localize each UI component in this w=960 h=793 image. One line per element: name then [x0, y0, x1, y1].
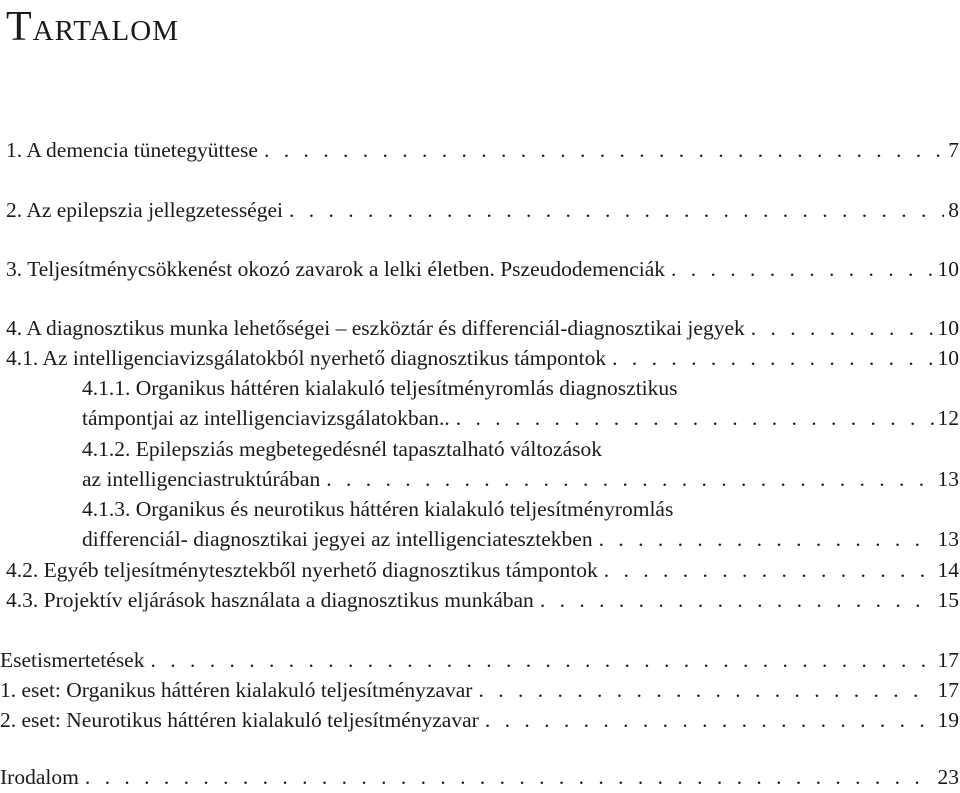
dot-leader — [540, 590, 934, 612]
dot-leader — [150, 650, 933, 672]
toc-entry-title: 2. Az epilepszia jellegzetességei — [6, 198, 283, 222]
toc-entry-page: 19 — [937, 708, 959, 732]
toc-entry-title: 2. eset: Neurotikus háttéren kialakuló teljesítményzavar — [0, 708, 479, 732]
page-title: Tartalom — [6, 4, 179, 50]
toc-entry-title: 4.2. Egyéb teljesítménytesztekből nyerhető diagnosztikus támpontok — [6, 558, 598, 582]
toc-entry-page: 8 — [948, 198, 959, 222]
toc-entry[interactable] — [0, 529, 959, 551]
dot-leader — [478, 680, 933, 702]
dot-leader — [289, 200, 944, 222]
toc-entry-title: Irodalom — [0, 765, 79, 789]
toc-entry[interactable] — [0, 259, 959, 281]
toc-entry[interactable] — [0, 560, 959, 582]
toc-entry-page: 10 — [937, 257, 959, 281]
toc-entry-title: Esetismertetések — [0, 648, 145, 672]
toc-entry[interactable] — [0, 408, 959, 430]
dot-leader — [326, 469, 933, 491]
toc-entry-page: 13 — [937, 467, 959, 491]
toc-entry-title: 4. A diagnosztikus munka lehetőségei – eszköztár és differenciál-diagnosztikai jegyek — [6, 316, 745, 340]
toc-entry-title-line1: 4.1.1. Organikus háttéren kialakuló teljesítményromlás diagnosztikus — [82, 376, 678, 400]
toc-entry-page: 15 — [937, 588, 959, 612]
dot-leader — [599, 529, 934, 551]
toc-entry-page: 17 — [937, 648, 959, 672]
toc-entry-title: 1. eset: Organikus háttéren kialakuló teljesítményzavar — [0, 678, 473, 702]
toc-entry[interactable] — [0, 348, 959, 370]
dot-leader — [456, 408, 934, 430]
toc-entry[interactable] — [0, 318, 959, 340]
dot-leader — [671, 259, 933, 281]
toc-entry[interactable] — [0, 140, 959, 162]
toc-entry-page: 17 — [937, 678, 959, 702]
toc-entry-title: 3. Teljesítménycsökkenést okozó zavarok a lelki életben. Pszeudodemenciák — [6, 257, 666, 281]
toc-entry-page: 23 — [937, 765, 959, 789]
dot-leader — [751, 318, 934, 340]
toc-entry[interactable] — [0, 710, 959, 732]
toc-entry-title: 4.1. Az intelligenciavizsgálatokból nyerhető diagnosztikus támpontok — [6, 346, 607, 370]
toc-entry-title-line2: differenciál- diagnosztikai jegyei az intelligenciatesztekben — [82, 527, 593, 551]
dot-leader — [264, 140, 944, 162]
dot-leader — [85, 767, 934, 789]
toc-entry-title-line1: 4.1.2. Epilepsziás megbetegedésnél tapasztalható változások — [82, 437, 602, 461]
toc-entry[interactable] — [0, 469, 959, 491]
toc-entry-page: 12 — [937, 406, 959, 430]
toc-entry-title-line1: 4.1.3. Organikus és neurotikus háttéren kialakuló teljesítményromlás — [82, 497, 674, 521]
toc-entry-page: 14 — [937, 558, 959, 582]
dot-leader — [485, 710, 934, 732]
toc-entry-title: 1. A demencia tünetegyüttese — [6, 138, 258, 162]
toc-entry[interactable] — [0, 590, 959, 612]
dot-leader — [604, 560, 934, 582]
toc-entry-title-line2: az intelligenciastruktúrában — [82, 467, 321, 491]
toc-entry-page: 10 — [937, 346, 959, 370]
toc-entry[interactable] — [0, 767, 959, 789]
toc-entry[interactable] — [0, 650, 959, 672]
toc-entry-title-line2: támpontjai az intelligenciavizsgálatokban.. — [82, 406, 450, 430]
toc-entry-title: 4.3. Projektív eljárások használata a diagnosztikus munkában — [6, 588, 534, 612]
toc-entry[interactable] — [0, 200, 959, 222]
toc-entry-page: 10 — [937, 316, 959, 340]
toc-entry-page: 13 — [937, 527, 959, 551]
toc-entry-page: 7 — [948, 138, 959, 162]
dot-leader — [612, 348, 933, 370]
toc-entry[interactable] — [0, 680, 959, 702]
